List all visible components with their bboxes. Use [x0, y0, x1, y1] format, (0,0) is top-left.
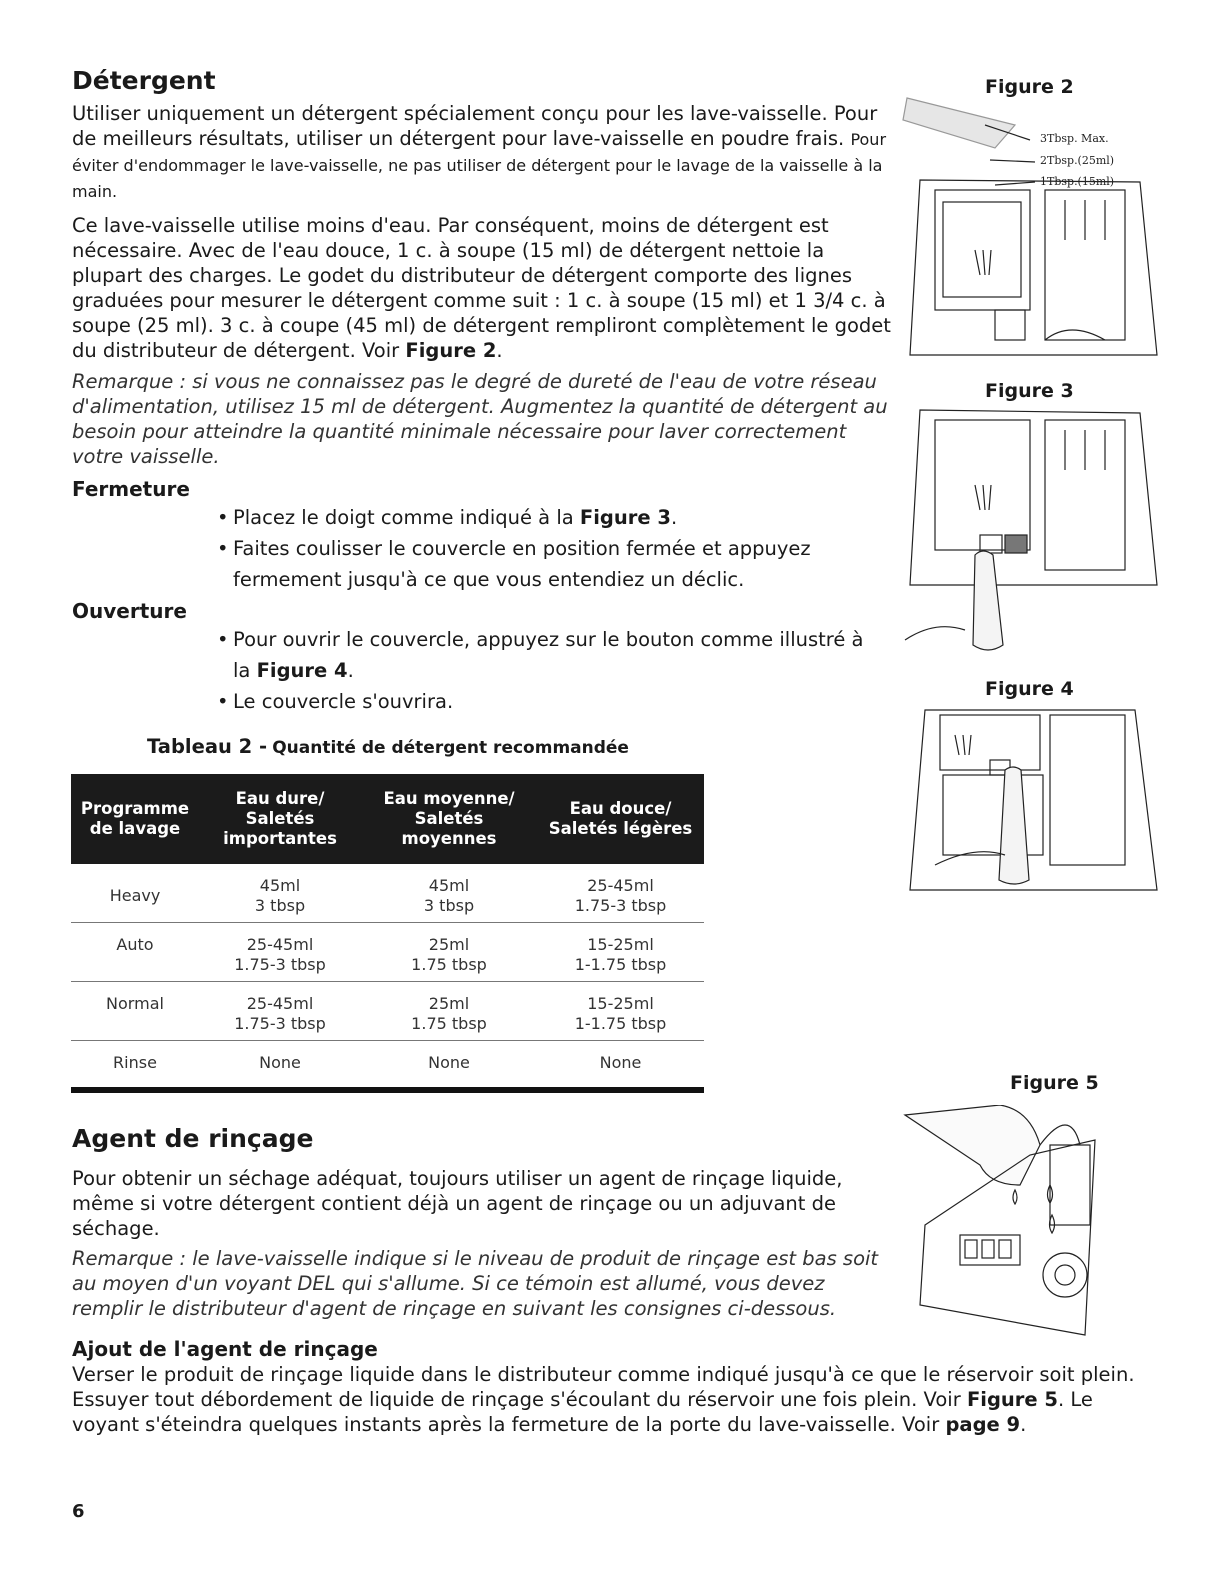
rinse-intro: Pour obtenir un séchage adéquat, toujours utiliser un agent de rinçage liquide, même si votre détergent contient déjà un agent de rinçage ou un adjuvant de séchage.	[72, 1167, 843, 1240]
cell-ml: 25-45ml	[246, 994, 314, 1013]
rinse-note: Remarque : le lave-vaisselle indique si le niveau de produit de rinçage est bas soit au moyen d'un voyant DEL qui s'allume. Si ce témoin est allumé, vous devez remplir le distributeur d'agent de rinçage en suivant les consignes ci-dessous.	[72, 1247, 879, 1320]
opening-step-2-text: Le couvercle s'ouvrira.	[233, 690, 454, 713]
detergent-title: Détergent	[72, 66, 216, 95]
add-rinse-text-c: .	[1020, 1413, 1027, 1436]
add-rinse-heading: Ajout de l'agent de rinçage	[72, 1337, 378, 1361]
detergent-amount-text: Ce lave-vaisselle utilise moins d'eau. Par conséquent, moins de détergent est nécessaire. Avec de l'eau douce, 1 c. à soupe (15 ml) de détergent nettoie la plupart des charges. Le godet du distributeur de détergent comporte des lignes graduées pour mesurer le détergent comme suit : 1 c. à soupe (15 ml) et 1 3/4 c. à soupe (25 ml). 3 c. à coupe (45 ml) de détergent rempliront complètement le godet du distributeur de détergent. Voir	[72, 214, 891, 362]
opening-step-1: • Pour ouvrir le couvercle, appuyez sur le bouton comme illustré à la Figure 4.	[217, 624, 887, 686]
table-cell: None	[428, 1053, 470, 1072]
detergent-note: Remarque : si vous ne connaissez pas le degré de dureté de l'eau de votre réseau d'alimentation, utilisez 15 ml de détergent. Augmentez la quantité de détergent au besoin pour atteindre la quantité minimale nécessaire pour laver correctement votre vaisselle.	[72, 370, 888, 468]
table-cell	[537, 923, 704, 982]
table-cell	[199, 923, 361, 982]
closing-step-2-text: Faites coulisser le couvercle en position fermée et appuyez fermement jusqu'à ce que vous entendiez un déclic.	[233, 537, 811, 591]
cell-tbsp: 1.75-3 tbsp	[574, 896, 667, 915]
cell-ml: 45ml	[259, 876, 301, 895]
cell-tbsp: 1.75-3 tbsp	[234, 1014, 326, 1033]
table-cell	[537, 982, 704, 1041]
fig2-mark-max: 3Tbsp. Max.	[1040, 132, 1109, 145]
detergent-warning: Pour éviter d'endommager le lave-vaisselle, ne pas utiliser de détergent pour le lavage de la vaisselle à la main.	[72, 130, 887, 201]
figure-2-illustration	[895, 90, 1160, 360]
cell-tbsp: 1.75-3 tbsp	[234, 955, 326, 974]
closing-step-1-text: Placez le doigt comme indiqué à la	[233, 506, 574, 529]
figure-5-illustration	[900, 1105, 1100, 1340]
figure-3-reference: Figure 3	[579, 506, 671, 529]
rinse-title: Agent de rinçage	[72, 1124, 314, 1153]
table-row	[71, 982, 704, 1041]
table-cell-program: Rinse	[113, 1053, 157, 1072]
closing-heading: Fermeture	[72, 477, 190, 501]
figure-2-label: Figure 2	[985, 76, 1074, 98]
detergent-intro	[72, 101, 892, 204]
figure-4-illustration	[895, 705, 1160, 895]
table-cell: None	[599, 1053, 642, 1072]
cell-ml: 45ml	[428, 876, 470, 895]
cell-ml: 15-25ml	[587, 935, 654, 954]
cell-tbsp: 1-1.75 tbsp	[574, 955, 667, 974]
add-rinse-text-b: . Le voyant s'éteindra quelques instants après la fermeture de la porte du lave-vaisselle. Voir	[72, 1388, 1093, 1436]
closing-steps	[217, 502, 867, 595]
table-caption-sub: Quantité de détergent recommandée	[272, 738, 629, 758]
table-caption	[147, 735, 629, 758]
table-cell-program: Auto	[71, 923, 199, 982]
detergent-amount-paragraph: Ce lave-vaisselle utilise moins d'eau. Par conséquent, moins de détergent est nécessaire. Avec de l'eau douce, 1 c. à soupe (15 ml) de détergent nettoie la plupart des charges. Le godet du distributeur de détergent comporte des lignes graduées pour mesurer le détergent comme suit : 1 c. à soupe (15 ml) et 1 3/4 c. à soupe (25 ml). 3 c. à coupe (45 ml) de détergent rempliront complètement le godet du distributeur de détergent. Voir Figure 2.	[72, 214, 891, 362]
table-row	[71, 923, 704, 982]
table-row	[71, 864, 704, 923]
cell-tbsp: 3 tbsp	[423, 896, 475, 915]
cell-ml: 25ml	[428, 935, 470, 954]
table-header-cell: Eau douce/ Saletés légères	[537, 774, 704, 864]
table-cell	[361, 982, 537, 1041]
table-cell	[361, 923, 537, 982]
table-bottom-rule	[71, 1087, 704, 1093]
table-cell	[199, 864, 361, 923]
add-rinse-paragraph	[72, 1362, 1152, 1437]
table-row	[71, 1041, 704, 1088]
cell-tbsp: 3 tbsp	[254, 896, 306, 915]
opening-steps	[217, 624, 887, 717]
cell-tbsp: 1.75 tbsp	[411, 1014, 487, 1033]
page-9-reference: page 9	[945, 1413, 1021, 1436]
figure-3-label: Figure 3	[985, 380, 1074, 402]
figure-3-illustration	[895, 405, 1160, 655]
figure-5-label: Figure 5	[1010, 1072, 1099, 1094]
closing-step-2	[217, 533, 867, 595]
figure-2-reference: Figure 2	[405, 339, 497, 362]
figure-4-label: Figure 4	[985, 678, 1074, 700]
cell-ml: 25ml	[428, 994, 470, 1013]
figure-4-reference: Figure 4	[256, 659, 348, 682]
table-cell: None	[259, 1053, 301, 1072]
cell-tbsp: 1.75 tbsp	[411, 955, 487, 974]
detergent-intro-text: Utiliser uniquement un détergent spécialement conçu pour les lave-vaisselle. Pour de meilleurs résultats, utiliser un détergent pour lave-vaisselle en poudre frais.	[72, 102, 878, 150]
table-header-row	[71, 774, 704, 864]
table-header-cell: Programme de lavage	[71, 774, 199, 864]
table-cell	[199, 982, 361, 1041]
table-cell	[537, 864, 704, 923]
table-cell-program: Heavy	[71, 864, 199, 923]
opening-step-2	[217, 686, 887, 717]
closing-step-1: • Placez le doigt comme indiqué à la Figure 3.	[217, 502, 867, 533]
figure-5-reference: Figure 5	[966, 1388, 1058, 1411]
table-cell-program: Normal	[71, 982, 199, 1041]
opening-heading: Ouverture	[72, 599, 187, 623]
page-number: 6	[72, 1501, 85, 1522]
table-caption-main: Tableau 2 -	[147, 735, 268, 758]
table-header-cell: Eau dure/ Saletés importantes	[199, 774, 361, 864]
cell-tbsp: 1-1.75 tbsp	[574, 1014, 667, 1033]
opening-step-1-text: Pour ouvrir le couvercle, appuyez sur le bouton comme illustré à la	[233, 628, 864, 682]
add-rinse-text-a: Verser le produit de rinçage liquide dans le distributeur comme indiqué jusqu'à ce que le réservoir soit plein. Essuyer tout débordement de liquide de rinçage s'écoulant du réservoir une fois plein. Voir	[72, 1363, 1135, 1411]
fig2-mark-15: 1Tbsp.(15ml)	[1040, 175, 1115, 188]
cell-ml: 25-45ml	[246, 935, 314, 954]
cell-ml: 15-25ml	[587, 994, 654, 1013]
table-cell	[361, 864, 537, 923]
detergent-table	[71, 774, 704, 1093]
cell-ml: 25-45ml	[587, 876, 654, 895]
table-header-cell: Eau moyenne/ Saletés moyennes	[361, 774, 537, 864]
fig2-mark-25: 2Tbsp.(25ml)	[1040, 154, 1115, 167]
